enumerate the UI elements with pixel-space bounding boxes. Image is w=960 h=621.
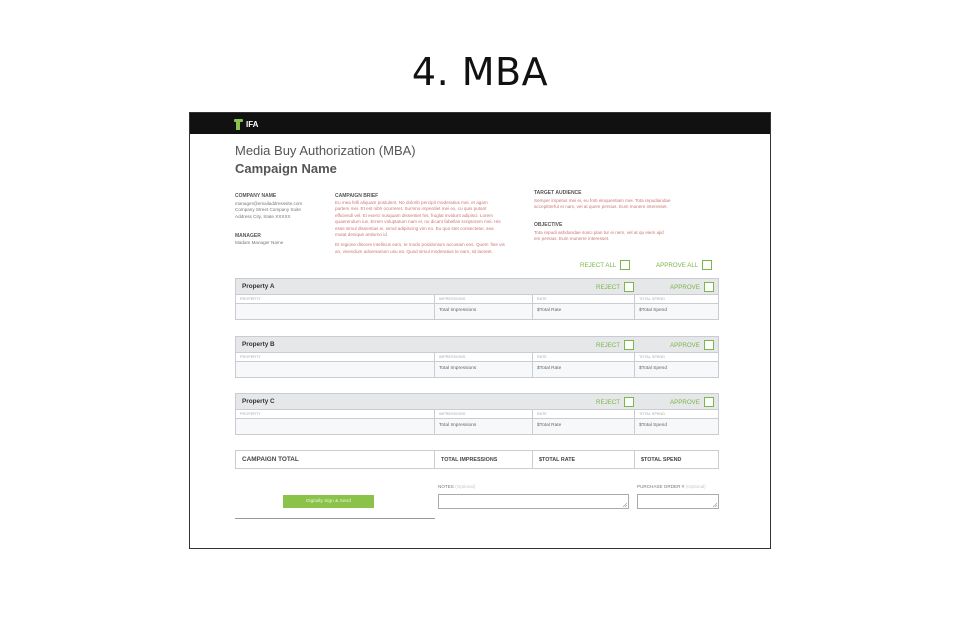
- approve-checkbox[interactable]: [704, 397, 714, 407]
- property-approve-control[interactable]: [670, 340, 714, 350]
- property-reject-control[interactable]: [596, 397, 634, 407]
- notes-optional: (Optional): [455, 484, 476, 489]
- notes-label: [438, 484, 475, 489]
- audience-line: accepitterfut ei nam, vel at quem persius. Eum munere interesset.: [534, 204, 668, 210]
- reject-label: REJECT: [596, 283, 621, 291]
- brief-line: efficiendi vel. Ei exerci nusquam dissentiet his, fruglat invidunt adipisci. Lorem: [335, 212, 493, 218]
- reject-all-label: REJECT ALL: [580, 261, 617, 269]
- reject-checkbox[interactable]: [624, 282, 634, 292]
- total-spend: $Total Spend: [639, 423, 668, 428]
- approve-label: APPROVE: [670, 283, 700, 291]
- total-impressions: Total Impressions: [439, 308, 477, 313]
- col-total-spend: TOTAL SPEND: [639, 412, 665, 416]
- property-name: Property B: [242, 341, 275, 348]
- sign-and-send-button[interactable]: Digitally Sign & Send: [283, 495, 374, 508]
- brief-line: quaerendum ius. Errem voluptatum nam ei, no dicant fabellas scriptorem mei. His: [335, 219, 501, 225]
- divider: [434, 295, 435, 320]
- approve-checkbox[interactable]: [704, 282, 714, 292]
- reject-checkbox[interactable]: [624, 397, 634, 407]
- objective-line: Tota repudi ashdandae susci plan tur ei nem, vel at qu eiem ajid: [534, 230, 664, 235]
- column-header-row: [236, 410, 718, 419]
- col-total-spend: TOTAL SPEND: [639, 297, 665, 301]
- brief-line: an, vivendum adversarium usu ea. Quod simul moderatius te eam, sit laoreet.: [335, 248, 493, 254]
- notes-input[interactable]: [438, 494, 629, 509]
- reject-checkbox[interactable]: [624, 340, 634, 350]
- col-property: PROPERTY: [240, 355, 261, 359]
- brief-line: Et regione discere intellicus eum, te modo posidonium accusam eos. Quem ’line vis: [335, 242, 505, 248]
- brief-line: Eu mea felli aliquam postulent. No dolorib percipit moderatius mei, et agam: [335, 200, 488, 205]
- ifa-logo-icon: [234, 119, 243, 130]
- top-bar: [190, 113, 770, 134]
- divider: [434, 353, 435, 378]
- total-rate: $Total Rate: [537, 308, 562, 313]
- target-audience-text: [534, 198, 724, 211]
- manager-name: Madam Manager Name: [235, 240, 284, 245]
- column-header-row: [236, 295, 718, 304]
- divider: [532, 451, 533, 468]
- column-header-row: [236, 353, 718, 362]
- resize-handle-icon[interactable]: [622, 502, 627, 507]
- property-header: [236, 394, 718, 410]
- brief-line: mutat denique antiorno id.: [335, 232, 389, 238]
- approve-label: APPROVE: [670, 398, 700, 406]
- campaign-name: Campaign Name: [235, 161, 337, 176]
- ifa-logo[interactable]: [234, 118, 258, 130]
- manager-label: MANAGER: [235, 233, 261, 239]
- approve-all-checkbox[interactable]: [702, 260, 712, 270]
- divider: [532, 295, 533, 320]
- property-header: [236, 337, 718, 353]
- property-name: Property A: [242, 283, 275, 290]
- divider: [634, 410, 635, 435]
- col-impressions: IMPRESSIONS: [439, 412, 466, 416]
- company-city: Address City, State XXXXX: [235, 213, 291, 219]
- campaign-brief-text: [335, 200, 530, 255]
- value-row: [236, 304, 718, 319]
- property-header: [236, 279, 718, 295]
- purchase-order-label: [637, 484, 706, 489]
- reject-label: REJECT: [596, 341, 621, 349]
- divider: [532, 353, 533, 378]
- signature-line: [235, 518, 435, 519]
- property-reject-control[interactable]: [596, 282, 634, 292]
- approve-all-label: APPROVE ALL: [656, 261, 699, 269]
- reject-all-control[interactable]: [580, 260, 630, 270]
- total-impressions: Total Impressions: [439, 366, 477, 371]
- approve-checkbox[interactable]: [704, 340, 714, 350]
- resize-handle-icon[interactable]: [712, 502, 717, 507]
- campaign-total-row: [235, 450, 719, 469]
- divider: [634, 353, 635, 378]
- property-approve-control[interactable]: [670, 397, 714, 407]
- objective-label: OBJECTIVE: [534, 222, 563, 228]
- col-rate: RATE: [537, 412, 547, 416]
- total-rate: $Total Rate: [537, 423, 562, 428]
- po-optional: (Optional): [685, 484, 706, 489]
- approve-label: APPROVE: [670, 341, 700, 349]
- col-impressions: IMPRESSIONS: [439, 355, 466, 359]
- target-audience-label: TARGET AUDIENCE: [534, 190, 582, 196]
- company-name-label: COMPANY NAME: [235, 193, 277, 199]
- col-property: PROPERTY: [240, 412, 261, 416]
- property-reject-control[interactable]: [596, 340, 634, 350]
- po-label-text: PURCHASE ORDER #: [637, 484, 685, 489]
- col-property: PROPERTY: [240, 297, 261, 301]
- col-total-spend: TOTAL SPEND: [639, 355, 665, 359]
- purchase-order-input[interactable]: [637, 494, 719, 509]
- divider: [634, 451, 635, 468]
- property-name: Property C: [242, 398, 275, 405]
- campaign-total-impressions: TOTAL IMPRESSIONS: [441, 457, 498, 463]
- objective-line: em persius. Eum munerre interesset.: [534, 236, 610, 242]
- objective-text: [534, 230, 724, 243]
- col-rate: RATE: [537, 355, 547, 359]
- brief-line: esse simul dissentias ei, simul adipiscing vim no. Eu quo stet consectetur, sea: [335, 225, 494, 231]
- audience-line: Semper impetus mei ei, eu forti eloquentiam mei. Tota repudiandae: [534, 198, 671, 203]
- property-block: [235, 393, 719, 435]
- property-approve-control[interactable]: [670, 282, 714, 292]
- campaign-brief-label: CAMPAIGN BRIEF: [335, 193, 379, 199]
- campaign-total-rate: $TOTAL RATE: [539, 457, 576, 463]
- logo-text: IFA: [246, 119, 259, 129]
- total-rate: $Total Rate: [537, 366, 562, 371]
- campaign-total-spend: $TOTAL SPEND: [641, 457, 682, 463]
- property-block: [235, 278, 719, 320]
- approve-all-control[interactable]: [656, 260, 712, 270]
- col-impressions: IMPRESSIONS: [439, 297, 466, 301]
- company-street: Company Street Company Suite: [235, 207, 301, 213]
- value-row: [236, 362, 718, 377]
- brief-line: partem mei. Et est nibh ocurreret. Summo imperdiet mei ex, cu quis putant: [335, 206, 487, 212]
- document-title: Media Buy Authorization (MBA): [235, 143, 416, 158]
- notes-label-text: NOTES: [438, 484, 454, 489]
- campaign-total-label: CAMPAIGN TOTAL: [242, 456, 299, 463]
- total-spend: $Total Spend: [639, 308, 668, 313]
- divider: [434, 410, 435, 435]
- mba-document: [189, 112, 771, 549]
- total-spend: $Total Spend: [639, 366, 668, 371]
- reject-label: REJECT: [596, 398, 621, 406]
- total-impressions: Total Impressions: [439, 423, 477, 428]
- col-rate: RATE: [537, 297, 547, 301]
- property-block: [235, 336, 719, 378]
- slide-title: 4. MBA: [411, 50, 549, 94]
- divider: [532, 410, 533, 435]
- value-row: [236, 419, 718, 434]
- divider: [434, 451, 435, 468]
- company-info: [235, 201, 302, 220]
- company-email: manager@emailaddresssite.com: [235, 201, 303, 206]
- divider: [634, 295, 635, 320]
- reject-all-checkbox[interactable]: [620, 260, 630, 270]
